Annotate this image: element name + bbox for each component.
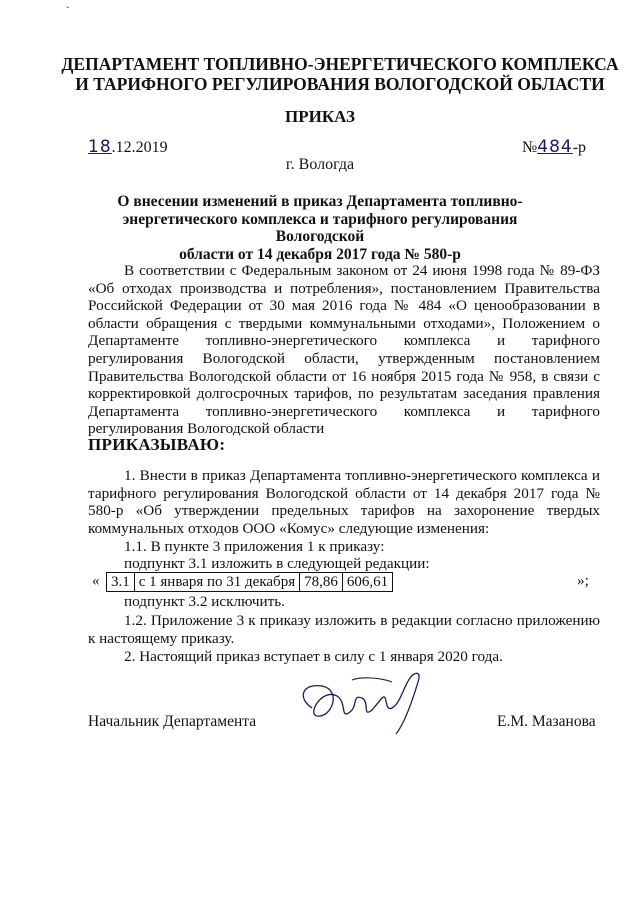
date-rest: .12.2019 [111,139,168,156]
table-open-quote: « [92,572,100,589]
title-line-3: области от 14 декабря 2017 года № 580-р [179,245,461,263]
header-line-2: И ТАРИФНОГО РЕГУЛИРОВАНИЯ ВОЛОГОДСКОЙ ОБЛАСТИ [75,74,605,94]
scan-mark: ˇ [66,6,70,17]
table-cell-item: 3.1 [107,573,135,592]
table-close-quote: »; [577,572,589,589]
signer-title: Начальник Департамента [88,713,257,730]
preamble [88,262,600,438]
table-cell-value-2: 606,61 [342,573,392,592]
table-row [107,573,393,592]
number-handwritten: 484 [537,137,573,157]
item-1 [88,467,600,537]
subitem-3-2: подпункт 3.2 исключить. [124,593,285,610]
item-1-2 [88,612,600,647]
order-number [522,137,586,157]
signer-name: Е.М. Мазанова [497,713,596,730]
item-1-1: 1.1. В пункте 3 приложения 1 к приказу: [124,538,385,555]
title-line-2: энергетического комплекса и тарифного регулирования Вологодской [122,210,518,245]
date-day-handwritten: 18 [88,137,112,157]
header-line-1: ДЕПАРТАМЕНТ ТОПЛИВНО-ЭНЕРГЕТИЧЕСКОГО КОМПЛЕКСА [61,54,619,74]
preamble-text: В соответствии с Федеральным законом от 24 июня 1998 года № 89-ФЗ «Об отходах производства и потребления», постановлением Правительства Российской Федерации от 30 мая 2016 года № 484 «О ценообразовании в области обращения с твердыми коммунальными отходами», Положением о Департаменте топливно-энергетического комплекса и тарифного регулирования Вологодской области, утвержденным постановлением Правительства Вологодской области от 16 ноября 2015 года № 958, в связи с корректировкой долгосрочных тарифов, по результатам заседания правления Департамента топливно-энергетического комплекса и тарифного регулирования Вологодской области [88,262,600,438]
document-type: ПРИКАЗ [285,107,355,126]
tariff-table [106,572,393,592]
title-line-1: О внесении изменений в приказ Департамента топливно- [117,193,523,210]
number-prefix: № [522,139,538,156]
item-1-2-text: 1.2. Приложение 3 к приказу изложить в редакции согласно приложению к настоящему приказу. [88,612,600,647]
table-cell-value-1: 78,86 [300,573,343,592]
item-1-text: 1. Внести в приказ Департамента топливно-энергетического комплекса и тарифного регулирования Вологодской области от 14 декабря 2017 года № 580-р «Об утверждении предельных тарифов на захоронение твердых коммунальных отходов ООО «Комус» следующие изменения: [88,467,600,537]
order-title [80,193,560,263]
table-cell-period: с 1 января по 31 декабря [134,573,299,592]
order-date [88,137,168,157]
department-header [60,54,620,94]
order-word: ПРИКАЗЫВАЮ: [88,435,226,454]
item-2: 2. Настоящий приказ вступает в силу с 1 января 2020 года. [124,648,503,665]
subitem-3-1: подпункт 3.1 изложить в следующей редакции: [124,555,430,572]
number-suffix: -р [572,139,587,156]
signature [292,668,442,738]
city: г. Вологда [285,156,355,173]
